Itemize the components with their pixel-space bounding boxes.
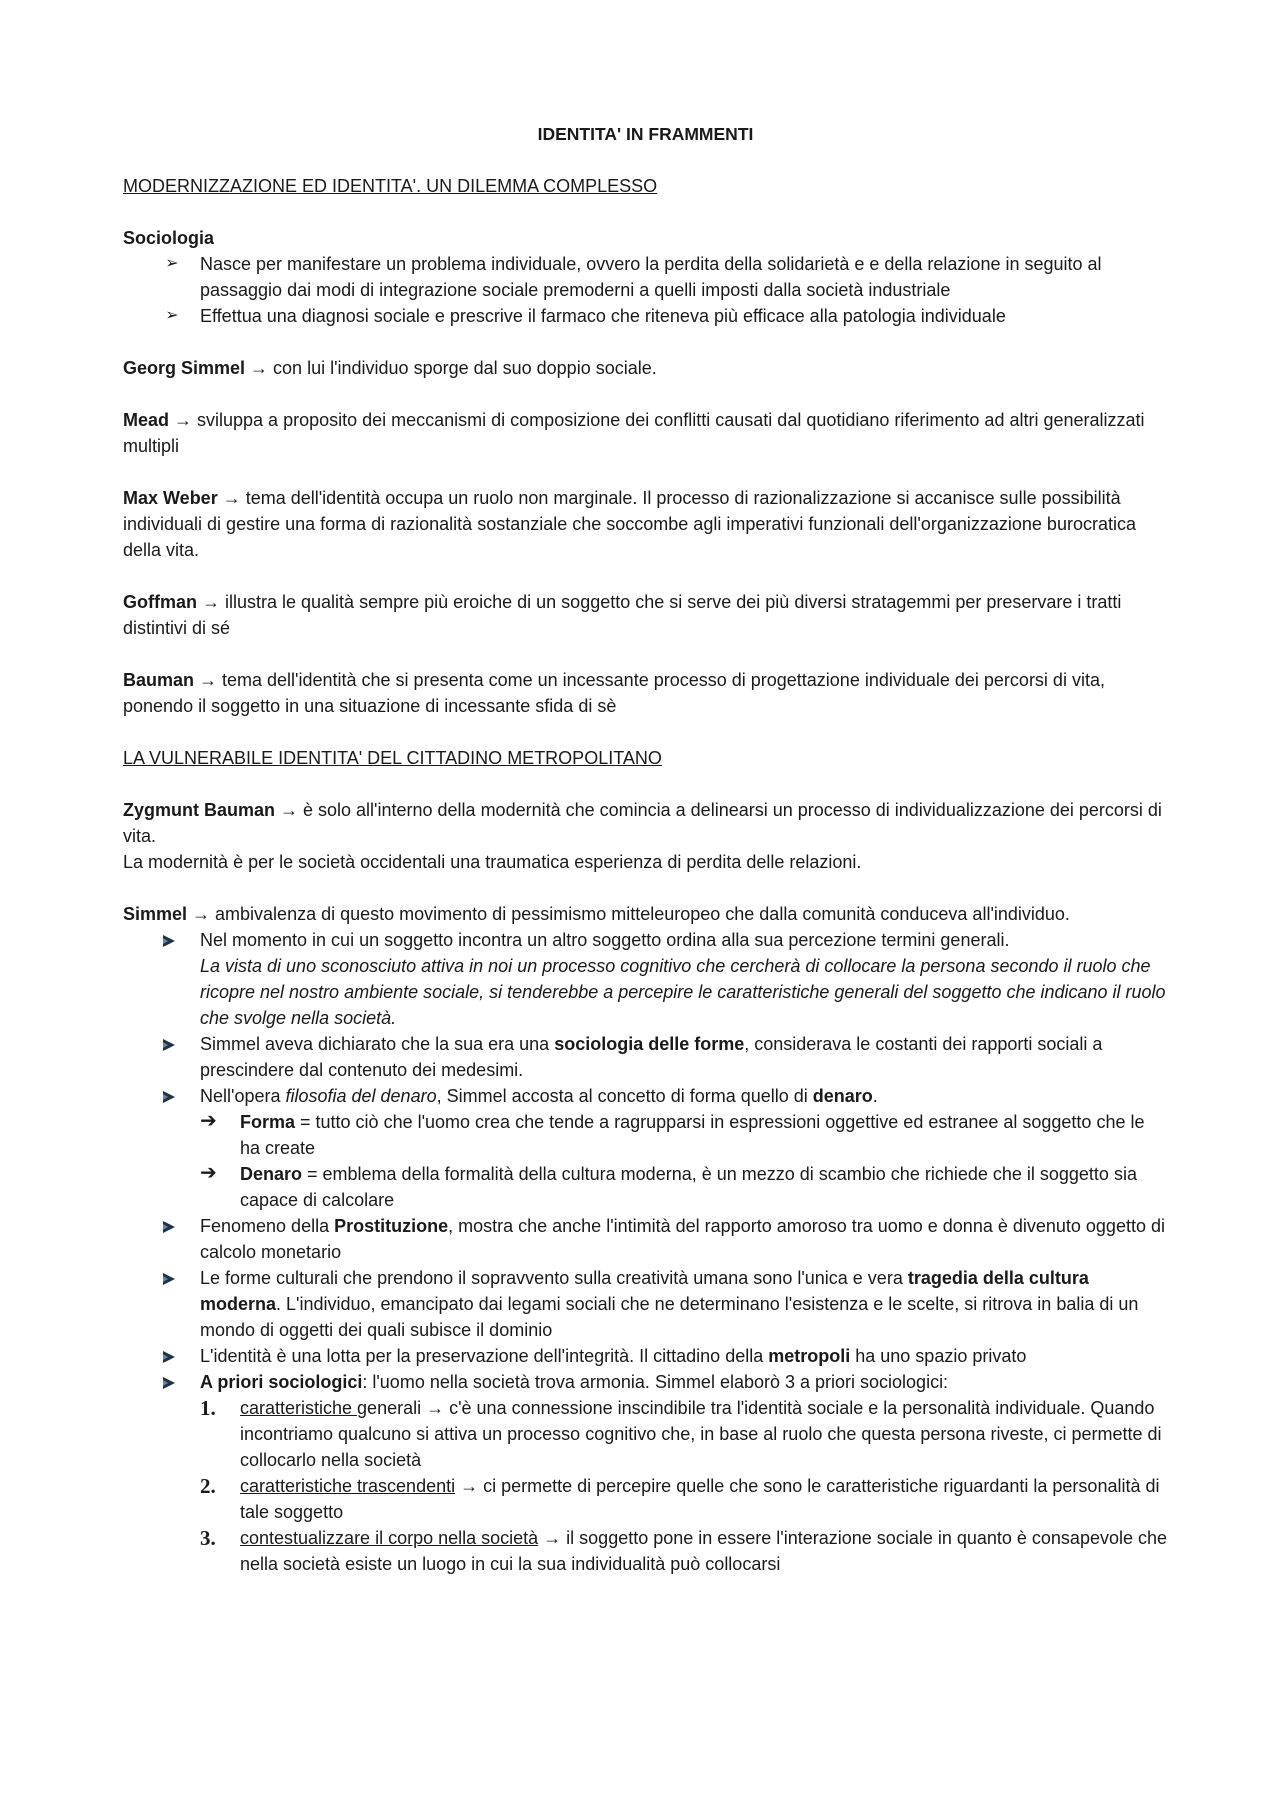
triangle-bullet-icon <box>163 935 175 947</box>
list-item: Simmel aveva dichiarato che la sua era una sociologia delle forme, considerava le costanti dei rapporti sociali a prescindere dal contenuto dei medesimi. <box>123 1031 1168 1083</box>
list-item: ➔ Forma = tutto ciò che l'uomo crea che tende a ragrupparsi in espressioni oggettive ed estranee al soggetto che le ha create <box>200 1110 1145 1158</box>
triangle-bullet-icon <box>163 1377 175 1389</box>
arrowhead-bullet-icon: ➢ <box>165 255 179 272</box>
list-item: 3. contestualizzare il corpo nella società → il soggetto pone in essere l'interazione sociale in quanto è consapevole che nella società esiste un luogo in cui la sua individualità può collocarsi <box>200 1526 1168 1574</box>
triangle-bullet-icon <box>163 1273 175 1285</box>
sociologia-label: Sociologia <box>123 228 215 248</box>
entry-zygmunt-bauman: Zygmunt Bauman → è solo all'interno della modernità che comincia a delinearsi un processo di individualizzazione dei percorsi di vita. <box>123 800 1162 846</box>
list-item: Fenomeno della Prostituzione, mostra che anche l'intimità del rapporto amoroso tra uomo e donna è divenuto oggetto di calcolo monetario <box>123 1213 1168 1265</box>
entry-georg-simmel: Georg Simmel → con lui l'individuo sporge dal suo doppio sociale. <box>123 358 657 378</box>
entry-max-weber: Max Weber → tema dell'identità occupa un ruolo non marginale. Il processo di razionalizzazione si accanisce sulle possibilità individuali di gestire una forma di razionalità sostanziale che soccombe agli imperativi funzionali dell'organizzazione burocratica della vita. <box>123 488 1136 560</box>
sociologia-list <box>123 251 1168 329</box>
forma-denaro-list <box>200 1109 1168 1213</box>
entry-mead: Mead → sviluppa a proposito dei meccanismi di composizione dei conflitti causati dal quotidiano riferimento ad altri generalizzati multipli <box>123 410 1145 456</box>
list-item: Nel momento in cui un soggetto incontra un altro soggetto ordina alla sua percezione termini generali. La vista di uno sconosciuto attiva in noi un processo cognitivo che cercherà di collocare la persona secondo il ruolo che ricopre nel nostro ambiente sociale, si tenderebbe a percepire le caratteristiche generali del soggetto che indicano il ruolo che svolge nella società. <box>123 927 1168 1031</box>
document-title: IDENTITA' IN FRAMMENTI <box>537 124 754 144</box>
triangle-bullet-icon <box>163 1351 175 1363</box>
list-item: 1. caratteristiche generali → c'è una connessione inscindibile tra l'identità sociale e la personalità individuale. Quando incontriamo qualcuno si attiva un processo cognitivo che, in base al ruolo che questa persona riveste, ci permette di collocarlo nella società <box>200 1396 1162 1470</box>
list-item: A priori sociologici: l'uomo nella società trova armonia. Simmel elaborò 3 a priori sociologici: 1. caratteristiche generali → c'è una connessione inscindibile tra l'identità sociale e la personalità individuale. Quando incontriamo qualcuno si attiva un processo cognitivo che, in base al ruolo che questa persona riveste, ci permette di collocarlo nella società 2. caratteristiche trascendenti → ci permette di percepire quelle che sono le caratteristiche riguardanti la personalità di tale soggetto 3. contestualizzare il corpo nella società → il soggetto pone in essere l'interazione sociale in quanto è consapevole che nella società esiste un luogo in cui la sua individualità può collocarsi <box>123 1369 1168 1577</box>
document-page <box>123 121 1168 1577</box>
modernita-paragraph: La modernità è per le società occidentali una traumatica esperienza di perdita delle relazioni. <box>123 852 862 872</box>
entry-simmel: Simmel → ambivalenza di questo movimento di pessimismo mitteleuropeo che dalla comunità conduceva all'individuo. <box>123 904 1070 924</box>
list-item: Le forme culturali che prendono il sopravvento sulla creatività umana sono l'unica e vera tragedia della cultura moderna. L'individuo, emancipato dai legami sociali che ne determinano l'esistenza e le scelte, si ritrova in balia di un mondo di oggetti dei quali subisce il dominio <box>123 1265 1168 1343</box>
list-item: ➢ Nasce per manifestare un problema individuale, ovvero la perdita della solidarietà e e della relazione in seguito al passaggio dai modi di integrazione sociale premoderni a quelli imposti dalla società industriale <box>123 251 1168 303</box>
list-item: 2. caratteristiche trascendenti → ci permette di percepire quelle che sono le caratteristiche riguardanti la personalità di tale soggetto <box>200 1474 1160 1522</box>
entry-bauman: Bauman → tema dell'identità che si presenta come un incessante processo di progettazione individuale dei percorsi di vita, ponendo il soggetto in una situazione di incessante sfida di sè <box>123 670 1105 716</box>
triangle-bullet-icon <box>163 1039 175 1051</box>
arrowhead-bullet-icon: ➢ <box>165 307 179 324</box>
triangle-bullet-icon <box>163 1221 175 1233</box>
section-heading-vulnerabile: LA VULNERABILE IDENTITA' DEL CITTADINO METROPOLITANO <box>123 748 662 768</box>
bold-arrow-icon: ➔ <box>200 1110 217 1132</box>
list-item: Nell'opera filosofia del denaro, Simmel accosta al concetto di forma quello di denaro. ➔ Forma = tutto ciò che l'uomo crea che tende a ragrupparsi in espressioni oggettive ed estranee al soggetto che le ha create ➔ Denaro = emblema della formalità della cultura moderna, è un mezzo di scambio che richiede che il soggetto sia capace di calcolare <box>123 1083 1168 1213</box>
section-heading-modernizzazione: MODERNIZZAZIONE ED IDENTITA'. UN DILEMMA COMPLESSO <box>123 176 658 196</box>
a-priori-list <box>200 1395 1168 1577</box>
bold-arrow-icon: ➔ <box>200 1162 217 1184</box>
triangle-bullet-icon <box>163 1091 175 1103</box>
entry-goffman: Goffman → illustra le qualità sempre più eroiche di un soggetto che si serve dei più diversi stratagemmi per preservare i tratti distintivi di sé <box>123 592 1122 638</box>
simmel-list <box>123 927 1168 1577</box>
list-item: L'identità è una lotta per la preservazione dell'integrità. Il cittadino della metropoli ha uno spazio privato <box>123 1343 1168 1369</box>
list-item: ➢ Effettua una diagnosi sociale e prescrive il farmaco che riteneva più efficace alla patologia individuale <box>123 303 1168 329</box>
list-item: ➔ Denaro = emblema della formalità della cultura moderna, è un mezzo di scambio che richiede che il soggetto sia capace di calcolare <box>200 1162 1137 1210</box>
